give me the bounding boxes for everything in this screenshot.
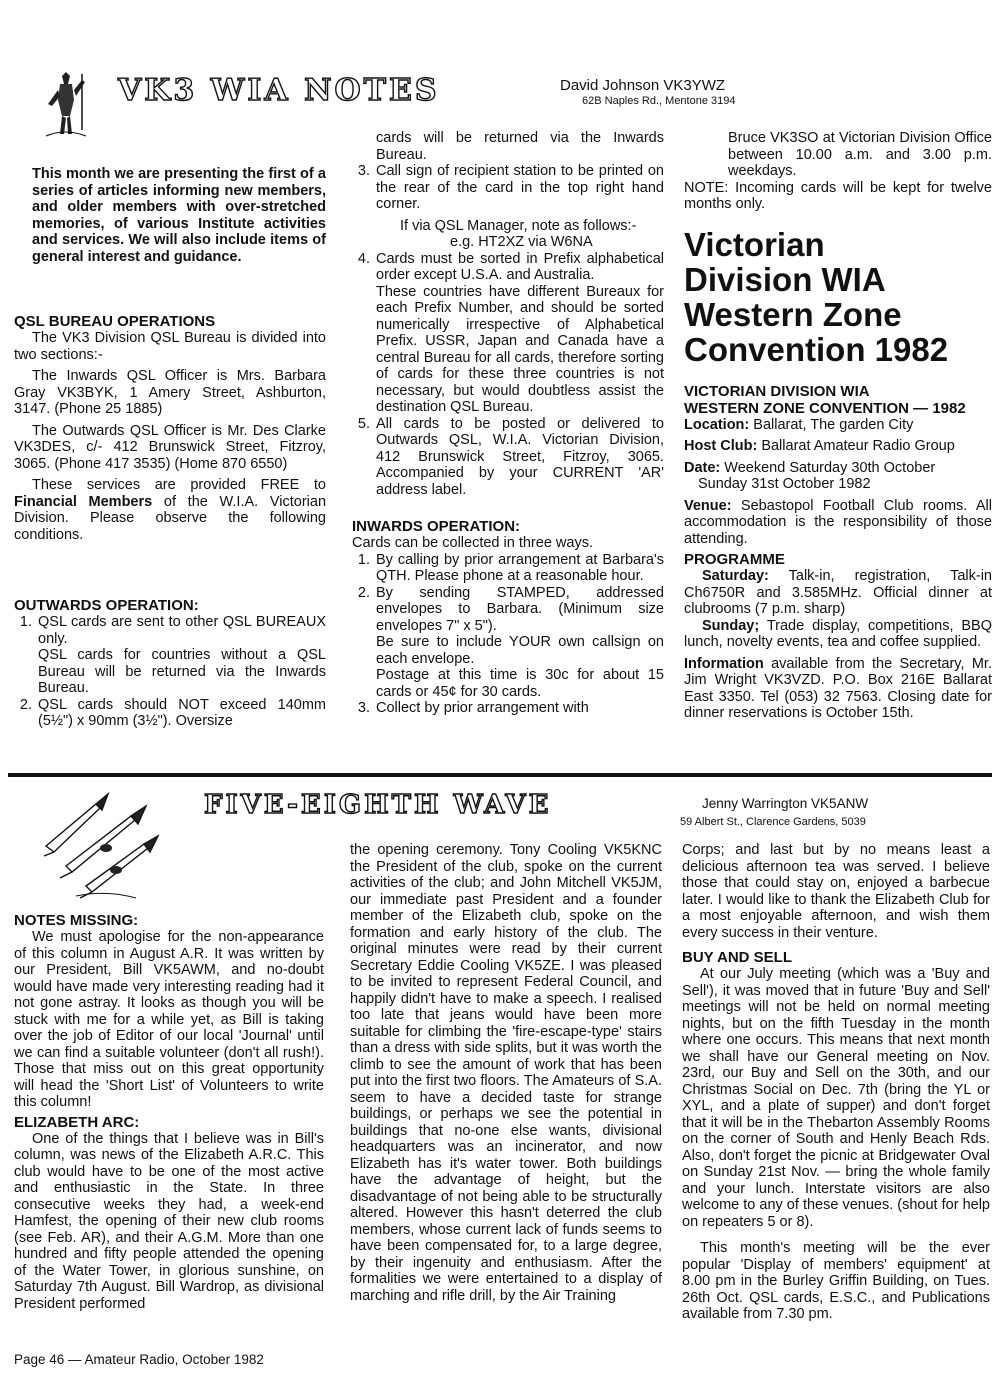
list-item: 4. Cards must be sorted in Prefix alphabetical order except U.S.A. and Australia. These countries have different Bureaux for each Prefix Number, and should be sorted numerically irrespective of Alphabetical Prefix. USSR, Japan and Canada have a central Bureau for all cards, therefore sorting of cards for these three countries is not necessary, but would doubtless assist the destination QSL Bureau.	[357, 250, 664, 415]
elizabeth-arc-continued: the opening ceremony. Tony Cooling VK5KNC the President of the club, spoke on the current activities of the club; and John Mitchell VK5JM, our immediate past President and a founder member of the Elizabeth club, spoke on the formation and early history of the club. The original minutes were read by their current Secretary Eddie Cooling VK5ZE. I was pleased to be invited to represent Federal Council, and happily didn't have to make a speech. I realised too late that jeans would have been more suitable for climbing the 'fire-escape-type' stairs than a dress with side splits, but it was worth the climb to see the amount of work that has been put into the first two floors. The Amateurs of S.A. seem to have a decided taste for strange buildings, or perhaps we see the potential in buildings that no-one else wants, divisional headquarters was an incinerator, and now Elizabeth has it's water tower. Both buildings have the advantage of height, but the disadvantage of not being able to be structurally altered. However this hasn't deterred the club members, whose current lack of funds seems to have been compensated for, to a large degree, by their ingenuity and enthusiasm. After the formalities we were entertained to a display of marching and rifle drill, by the Air Training	[350, 842, 662, 1304]
meeting-text: This month's meeting will be the ever popular 'Display of members' equipment' at 8.00 pm in the Burley Griffin Building, on Tues. 26th Oct. QSL cards, E.S.C., and Publications available from 7.30 pm.	[682, 1240, 990, 1322]
list-item: 1. By calling by prior arrangement at Barbara's QTH. Please phone at a reasonable hour.	[357, 551, 664, 584]
section-title: FIVE-EIGHTH WAVE	[204, 790, 552, 820]
qsl-manager-example: e.g. HT2XZ via W6NA	[450, 234, 593, 250]
column-1	[14, 912, 324, 1312]
author-name: Jenny Warrington VK5ANW	[702, 796, 869, 811]
qsl-paragraph: The Outwards QSL Officer is Mr. Des Clarke VK3DES, c/- 412 Brunswick Street, Fitzroy, 3065. (Phone 417 3535) (Home 870 6550)	[14, 422, 326, 472]
column-2	[352, 130, 664, 717]
qsl-paragraph: The VK3 Division QSL Bureau is divided into two sections:-	[14, 330, 326, 363]
inwards-heading: INWARDS OPERATION:	[352, 518, 521, 535]
column-3	[682, 842, 990, 1323]
elizabeth-arc-heading: ELIZABETH ARC:	[14, 1113, 140, 1131]
venue-line: Venue: Sebastopol Football Club rooms. All accommodation is the responsibility of those attending.	[684, 497, 992, 547]
host-club-line: Host Club: Ballarat Amateur Radio Group	[684, 438, 955, 454]
list-item: 3. Collect by prior arrangement with	[357, 700, 589, 716]
section-divider	[8, 773, 992, 777]
mascot-illustration	[40, 70, 90, 142]
inwards-intro: Cards can be collected in three ways.	[352, 535, 593, 551]
convention-title: Victorian Division WIA Western Zone Convention 1982	[684, 225, 949, 368]
buy-sell-text: At our July meeting (which was a 'Buy and Sell'), it was moved that in future 'Buy and Sell' meetings will not be held on normal meeting nights, but on the fifth Tuesday in the month where one occurs. This means that next month we shall have our General meeting on Nov. 23rd, our Buy and Sell on the 30th, and our Christmas Social on Dec. 7th (bring the YL or XYL, and a plate of supper) and don't forget that it will be in the Thebarton Assembly Rooms on the corner of South and Henly Beach Rds. Also, don't forget the picnic at Bridgewater Oval on Sunday 21st Nov. — bring the whole family and your lunch. Interstate visitors are also welcome to any of these venues. (shout for help on repeaters 5 or 8).	[682, 966, 990, 1230]
elizabeth-arc-conclusion: Corps; and last but by no means least a delicious afternoon tea was served. I believe those that could stay on, enjoyed a barbecue later. I would like to thank the Elizabeth Club for a most enjoyable afternoon, and wish them every success in their venture.	[682, 842, 990, 941]
continued-text: cards will be returned via the Inwards Bureau.	[376, 130, 664, 163]
page-footer: Page 46 — Amateur Radio, October 1982	[14, 1352, 264, 1367]
column-2	[350, 842, 662, 1304]
column-1	[14, 166, 326, 730]
list-item: 2. By sending STAMPED, addressed envelopes to Barbara. (Minimum size envelopes 7" x 5"). Be sure to include YOUR own callsign on each envelope. Postage at this time is 30c for about 15 cards or 45¢ for 30 cards.	[357, 584, 664, 700]
list-item: 3. Call sign of recipient station to be printed on the rear of the card in the top right hand corner.	[357, 163, 664, 212]
qsl-paragraph: The Inwards QSL Officer is Mrs. Barbara Gray VK3BYK, 1 Amery Street, Ashburton, 3147. (Phone 25 1885)	[14, 368, 326, 417]
qsl-paragraph: These services are provided FREE to Financial Members of the W.I.A. Victorian Division. Please observe the following conditions.	[14, 477, 327, 543]
intro-paragraph: This month we are presenting the first of a series of articles informing new members, and older members with over-stretched memories, of various Institute activities and services. We will also include items of general interest and guidance.	[32, 166, 326, 265]
author-block	[560, 78, 760, 108]
elizabeth-arc-text: One of the things that I believe was in Bill's column, was news of the Elizabeth A.R.C. This club would have to be one of the most active and enthusiastic in the State. In three consecutive weeks they had, a week-end Hamfest, the opening of their new club rooms (see Feb. AR), and their A.G.M. More than one hundred and fifty people attended the opening of the Water Tower, in glorious sunshine, on Saturday 7th August. Bill Wardrop, as divisional President performed	[14, 1130, 324, 1312]
list-item: 2. QSL cards should NOT exceed 140mm (5½") x 90mm (3½"). Oversize	[19, 696, 326, 729]
location-line: Location: Ballarat, The garden City	[684, 416, 914, 433]
section-title: VK3 WIA NOTES	[118, 73, 440, 108]
continued-text: Bruce VK3SO at Victorian Division Office between 10.00 a.m. and 3.00 p.m. weekdays.	[728, 130, 992, 179]
list-item: 5. All cards to be posted or delivered to Outwards QSL, W.I.A. Victorian Division, 412 Brunswick Street, Fitzroy, 3065. Accompanied by your CURRENT 'AR' address label.	[357, 415, 664, 498]
saturday-line: Saturday: Talk-in, registration, Talk-in Ch6750R and 3.585MHz. Official dinner at clubrooms (7 p.m. sharp)	[684, 568, 992, 617]
note-paragraph: NOTE: Incoming cards will be kept for twelve months only.	[684, 179, 992, 212]
rockets-illustration	[36, 786, 166, 908]
author-address: 59 Albert St., Clarence Gardens, 5039	[680, 815, 866, 828]
notes-missing-text: We must apologise for the non-appearance of this column in August A.R. It was written by our President, Bill VK5AWM, and no-doubt would have made very interesting reading had it not gone astray. It looks as though you will be stuck with me for a while yet, as Bill is taking over the job of Editor of our local 'Journal' until we can find a suitable volunteer (don't all rush!). Those that miss out on this great opportunity will head the 'Short List' of Volunteers to write this column!	[14, 929, 324, 1110]
sunday-line: Sunday; Trade display, competitions, BBQ lunch, novelty events, tea and coffee supplied.	[684, 617, 992, 650]
author-block	[680, 796, 940, 829]
author-address: 62B Naples Rd., Mentone 3194	[582, 94, 736, 107]
author-name: David Johnson VK3YWZ	[560, 77, 726, 94]
qsl-heading: QSL BUREAU OPERATIONS	[14, 313, 216, 330]
outwards-heading: OUTWARDS OPERATION:	[14, 597, 199, 614]
list-item: 1. QSL cards are sent to other QSL BUREAUX only. QSL cards for countries without a QSL Bureau will be returned via the Inwards Bureau.	[19, 614, 326, 696]
qsl-manager-note: If via QSL Manager, note as follows:-	[400, 217, 637, 234]
information-line: Information available from the Secretary, Mr. Jim Wright VK3VZD. P.O. Box 216E Ballarat East 3350. Tel (053) 32 7563. Closing date for dinner reservations is October 15th.	[684, 655, 992, 721]
notes-missing-heading: NOTES MISSING:	[14, 912, 139, 929]
financial-members-text: Financial Members	[14, 493, 153, 510]
date-line: Date: Weekend Saturday 30th October Sunday 31st October 1982	[684, 459, 936, 492]
buy-sell-heading: BUY AND SELL	[682, 949, 793, 966]
programme-heading: PROGRAMME	[684, 551, 785, 568]
convention-heading: VICTORIAN DIVISION WIA WESTERN ZONE CONVENTION — 1982	[684, 382, 966, 417]
column-3	[684, 130, 992, 722]
